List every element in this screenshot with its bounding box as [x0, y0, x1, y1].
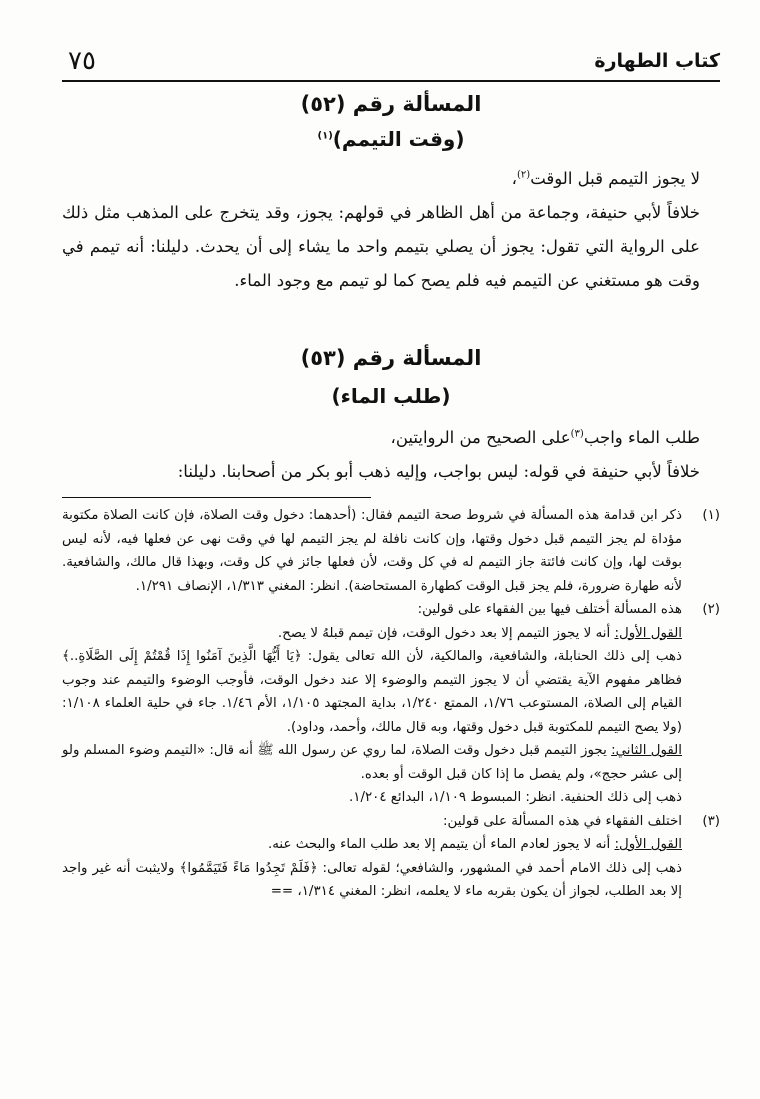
footnotes — [62, 497, 720, 1059]
issue-53-heading: المسألة رقم (٥٣) — [300, 346, 482, 370]
issue-52-opening-end: ، — [511, 169, 517, 188]
issue-53-body — [62, 421, 720, 489]
footnote-2-opinion-2 — [62, 739, 682, 786]
footnote-2-opinion-2-detail: ذهب إلى ذلك الحنفية. انظر: المبسوط ١/١٠٩، البدائع ١/٢٠٤. — [348, 790, 682, 805]
footnote-2-opinion-1-label: القول الأول: — [614, 625, 682, 641]
footnote-3-number: (٣) — [702, 813, 720, 829]
running-header — [62, 44, 720, 82]
chapter-title: كتاب الطهارة — [594, 50, 720, 72]
issue-52-opening — [62, 162, 720, 196]
footnote-1-number: (١) — [702, 508, 720, 523]
footnote-ref-3: (٣) — [570, 428, 584, 440]
footnote-3-intro: اختلف الفقهاء في هذه المسألة على قولين: — [443, 813, 682, 829]
issue-52-heading: المسألة رقم (٥٢) — [300, 92, 482, 116]
issue-53-line-1b: على الصحيح من الروايتين، — [390, 428, 571, 447]
footnote-3-opinion-1-text: أنه لا يجوز لعادم الماء أن يتيمم إلا بعد طلب الماء والبحث عنه. — [267, 837, 615, 852]
footnote-2-number: (٢) — [702, 602, 720, 617]
issue-52-subheading — [62, 127, 720, 151]
footnote-3-opinion-1-label: القول الأول: — [614, 837, 682, 852]
issue-52-subheading-text: (وقت التيمم) — [332, 127, 465, 151]
issue-52-paragraph: خلافاً لأبي حنيفة، وجماعة من أهل الظاهر في قولهم: يجوز، وقد يتخرج على المذهب مثل ذلك على الرواية التي تقول: يجوز أن يصلي بتيمم واحد ما يشاء إلى أن يحدث. دليلنا: أنه تيمم في وقت هو مستغني عن التيمم فيه فلم يصح كما لو تيمم مع وجود الماء. — [62, 203, 700, 290]
page-number: ٧٥ — [68, 46, 96, 76]
footnote-2-opinion-2-text: يجوز التيمم قبل دخول وقت الصلاة، لما روي عن رسول الله ﷺ أنه قال: «التيمم وضوء المسلم ولو إلى عشر حجج»، ولم يفصل ما إذا كان قبل الوقت أو بعده. — [62, 743, 682, 782]
footnote-2 — [62, 598, 720, 810]
footnote-divider — [62, 497, 371, 498]
issue-53-line-1a: طلب الماء واجب — [583, 428, 700, 447]
footnote-2-intro: هذه المسألة أختلف فيها بين الفقهاء على قولين: — [417, 602, 682, 617]
issue-53-subheading: (طلب الماء) — [331, 384, 451, 408]
footnote-ref-2: (٢) — [517, 169, 531, 181]
issue-53-line-2: خلافاً لأبي حنيفة في قوله: ليس بواجب، وإليه ذهب أبو بكر من أصحابنا. دليلنا: — [177, 462, 700, 481]
issue-52-body — [62, 162, 720, 298]
footnote-3-opinion-1 — [62, 833, 682, 857]
footnote-1-text: ذكر ابن قدامة هذه المسألة في شروط صحة التيمم فقال: (أحدهما: دخول وقت الصلاة، فإن كانت الصلاة مكتوبة مؤداة لم يجز التيمم قبل دخول وقتها، وإن كانت نافلة لم يجز التيمم لها في وقت نهى عن فعلها فيه، لأنه ليس بوقت لها، وإن كانت فائتة جاز التيمم له في كل وقت، لأن فعلها جائز في كل وقت، وبهذا قال مالك، والشافعية. لأنه طهارة ضرورة، فلم يجز قبل الوقت كطهارة المستحاضة). انظر: المغني ١/٣١٣، الإنصاف ١/٢٩١. — [62, 508, 682, 594]
footnote-2-opinion-1-text: أنه لا يجوز التيمم إلا بعد دخول الوقت، فإن تيمم قبلهُ لا يصح. — [277, 625, 615, 641]
footnote-2-opinion-1-detail: ذهب إلى ذلك الحنابلة، والشافعية، والمالكية، لأن الله تعالى يقول: ﴿يَا أَيُّهَا الَّذِينَ آمَنُوا إِذَا قُمْتُمْ إِلَى الصَّلَاةِ..﴾ فظاهر مفهوم الآية يقتضي أن لا يجوز التيمم والوضوء إلا عند دخول الوقت، فأوجب الوضوء والتيمم عند وجوب القيام إلى الصلاة، المستوعب ١/٧٦، الممتع ١/٢٤٠، بداية المجتهد ١/١٠٥، الأم ١/٤٦. جاء في حلية العلماء ١/١٠٨: (ولا يصح التيمم للمكتوبة قبل دخول وقتها، وبه قال مالك، وأحمد، وداود). — [62, 649, 682, 735]
footnote-3-opinion-1-detail: ذهب إلى ذلك الامام أحمد في المشهور، والشافعي؛ لقوله تعالى: ﴿فَلَمْ تَجِدُوا مَاءً فَتَيَمَّمُوا﴾ ولايثبت أنه غير واجد إلا بعد الطلب، لجواز أن يكون بقربه ماء لا يعلمه، انظر: المغني ١/٣١٤، == — [62, 860, 682, 899]
book-page — [62, 0, 720, 1099]
footnote-1 — [62, 504, 720, 598]
footnote-2-opinion-1 — [62, 622, 682, 646]
footnote-3 — [62, 810, 720, 904]
issue-52-opening-text: لا يجوز التيمم قبل الوقت — [530, 169, 700, 188]
footnote-2-opinion-2-label: القول الثاني: — [611, 743, 682, 758]
footnote-ref-1: (١) — [317, 130, 333, 142]
issue-53-line-1 — [62, 421, 720, 455]
